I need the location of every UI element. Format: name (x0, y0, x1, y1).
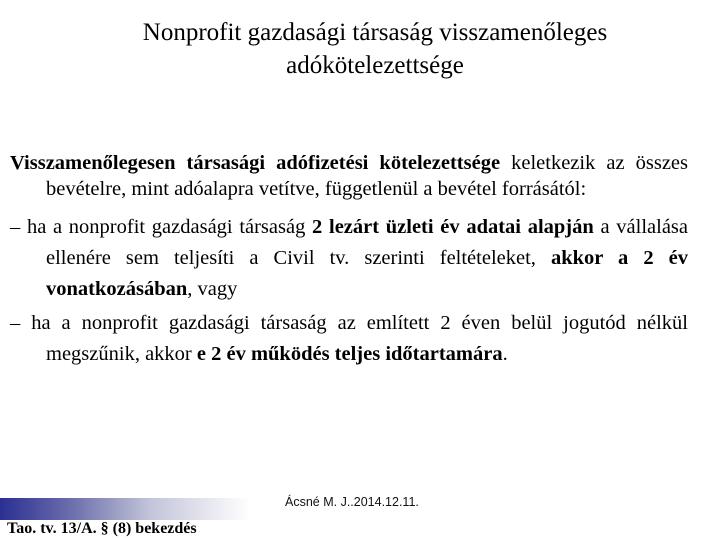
text-segment: 2 lezárt üzleti év adatai alapján (312, 216, 594, 238)
title-line-1: Nonprofit gazdasági társaság visszamenőleges (142, 19, 608, 46)
title-line-2: adókötelezettsége (286, 52, 464, 79)
bullet-paragraph-2 (10, 308, 688, 370)
footer-gradient-bar (0, 498, 250, 520)
text-segment: a vállalása ellenére sem teljesíti a Civil tv. szerinti feltételeket, (46, 216, 689, 269)
legal-reference: Tao. tv. 13/A. § (8) bekezdés (7, 520, 197, 537)
text-segment: keletkezik az összes bevételre, mint adóalapra vetítve, függetlenül a bevétel forrásától: (46, 152, 688, 200)
slide-body (10, 150, 688, 373)
slide-title (40, 16, 710, 82)
footer-author-date: Ácsné M. J..2014.12.11. (285, 495, 419, 509)
text-segment: Visszamenőlegesen társasági adófizetési kötelezettsége (10, 152, 501, 174)
text-segment: . (502, 343, 508, 365)
bullet-paragraph-1 (10, 212, 688, 305)
text-segment: e 2 év működés teljes időtartamára (196, 343, 503, 365)
intro-paragraph (10, 150, 688, 202)
text-segment: – ha a nonprofit gazdasági társaság (10, 216, 313, 238)
text-segment: akkor a 2 év vonatkozásában (46, 247, 688, 300)
text-segment: , vagy (187, 278, 238, 300)
text-segment: – ha a nonprofit gazdasági társaság az említett 2 éven belül jogutód nélkül megszűnik, akkor (10, 312, 688, 365)
